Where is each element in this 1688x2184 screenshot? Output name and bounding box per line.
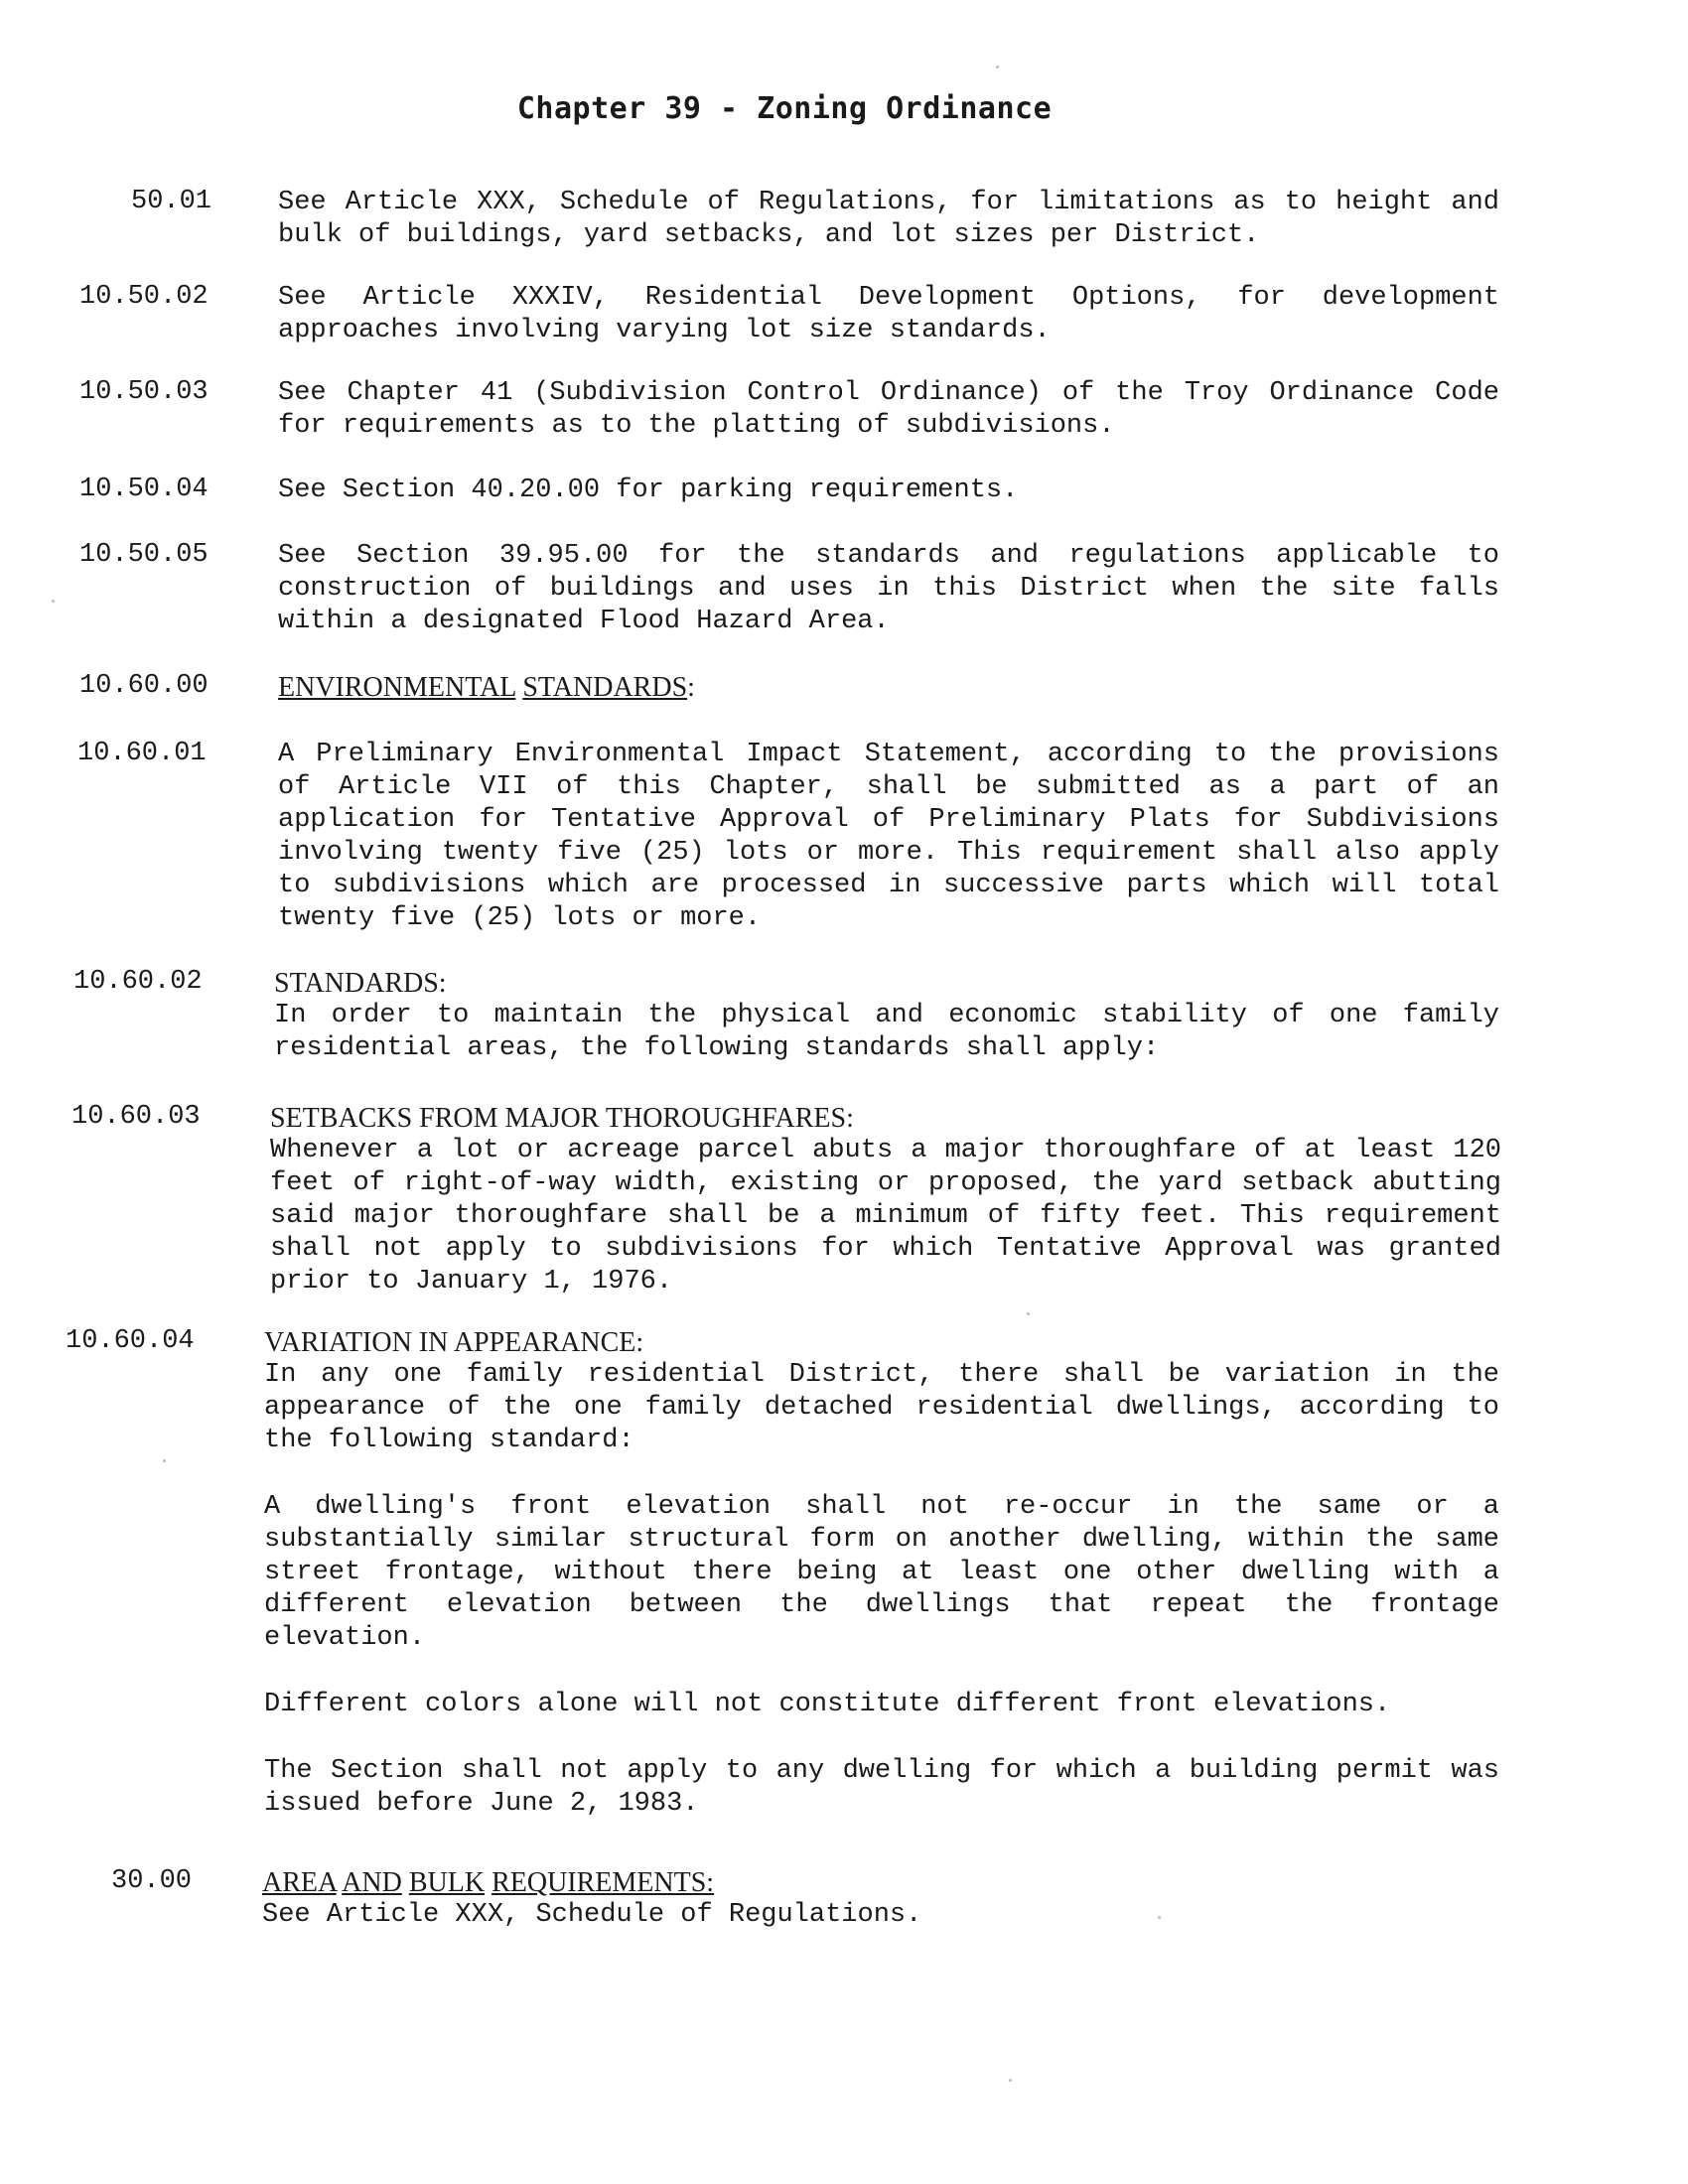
section-body [278,187,1499,252]
section-heading: SETBACKS FROM MAJOR THOROUGHFARES: [270,1103,854,1134]
section-number: 30.00 [111,1866,193,1896]
paragraph: Different colors alone will not constitute different front elevations. [264,1690,1391,1719]
section-heading: STANDARDS: [274,968,447,999]
paragraph: See Chapter 41 (Subdivision Control Ordinance) of the Troy Ordinance Code for requirements as to the platting of subdivisions. [278,378,1499,441]
section-body [262,1866,1493,1932]
section-number: 10.50.04 [79,475,209,504]
section-heading [262,1866,1493,1899]
heading-word: REQUIREMENTS: [492,1867,715,1898]
section-heading: VARIATION IN APPEARANCE: [264,1327,644,1358]
scan-speck [1009,2079,1012,2082]
paragraph: The Section shall not apply to any dwelling for which a building permit was issued before June 2, 1983. [264,1756,1499,1819]
section-number: 10.60.01 [77,739,207,768]
paragraph: See Section 39.95.00 for the standards and regulations applicable to construction of buildings and uses in this District when the site falls within a designated Flood Hazard Area. [278,541,1499,636]
scan-speck [1027,1312,1030,1315]
heading-word: ENVIRONMENTAL [278,672,516,703]
section-number: 10.50.02 [79,282,209,312]
heading-word: STANDARDS [522,672,688,703]
paragraph: See Article XXX, Schedule of Regulations, for limitations as to height and bulk of buildings, yard setbacks, and lot sizes per District. [278,188,1499,250]
heading-word: AREA [262,1867,337,1898]
section-heading [278,671,1499,704]
scan-speck [996,66,999,68]
paragraph: See Article XXXIV, Residential Development Options, for development approaches involving varying lot size standards. [278,283,1499,345]
paragraph: In any one family residential District, there shall be variation in the appearance of the one family detached residential dwellings, according to the following standard: [264,1360,1499,1455]
section-body [278,540,1499,638]
paragraph: See Article XXX, Schedule of Regulations. [262,1900,922,1930]
section-body [274,967,1499,1065]
section-number: 10.50.03 [79,377,209,407]
section-body [278,377,1499,443]
page-title: Chapter 39 - Zoning Ordinance [516,91,1053,126]
section-number: 10.60.04 [66,1326,195,1356]
paragraph: A dwelling's front elevation shall not re-occur in the same or a substantially similar structural form on another dwelling, within the same street frontage, without there being at least one other dwelling with a different elevation between the dwellings that repeat the frontage elevation. [264,1492,1499,1653]
section-body [270,1102,1501,1298]
scan-speck [163,1459,166,1462]
heading-word: AND [342,1867,402,1898]
heading-suffix: : [687,672,695,703]
section-number: 10.60.02 [73,967,203,997]
scan-speck [1158,1916,1161,1919]
heading-word: BULK [408,1867,486,1898]
paragraph: In order to maintain the physical and economic stability of one family residential areas, the following standards shall apply: [274,1001,1499,1063]
section-body [278,475,1499,507]
scan-speck [52,600,55,603]
section-number: 10.50.05 [79,540,209,570]
section-number: 10.60.03 [71,1102,201,1132]
paragraph: A Preliminary Environmental Impact Statement, according to the provisions of Article VII of this Chapter, shall be submitted as a part of an application for Tentative Approval of Preliminary Plats for Subdivisions involving twenty five (25) lots or more. This requirement shall also apply to subdivisions which are processed in successive parts which will total twenty five (25) lots or more. [278,740,1499,933]
section-number: 10.60.00 [79,671,209,701]
paragraph: See Section 40.20.00 for parking requirements. [278,476,1019,505]
section-body [264,1326,1499,1821]
section-body [278,282,1499,347]
section-body [278,739,1499,935]
paragraph: Whenever a lot or acreage parcel abuts a major thoroughfare of at least 120 feet of right-of-way width, existing or proposed, the yard setback abutting said major thoroughfare shall be a minimum of fifty feet. This requirement shall not apply to subdivisions for which Tentative Approval was granted prior to January 1, 1976. [270,1136,1501,1297]
section-number: 50.01 [131,187,212,216]
